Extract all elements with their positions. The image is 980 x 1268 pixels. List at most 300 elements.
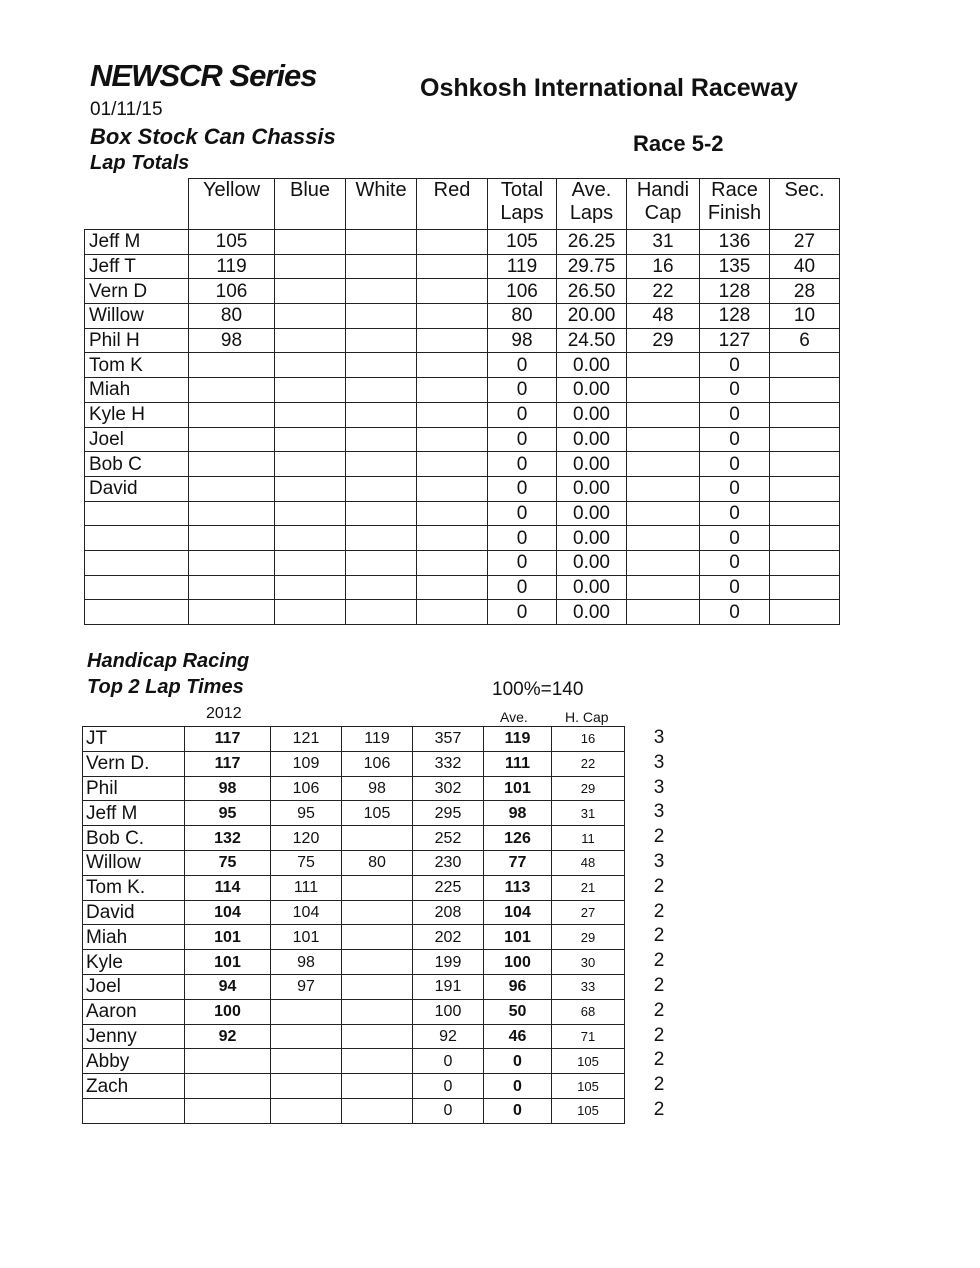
- cell-hcap: 30: [552, 950, 625, 975]
- cell-ave: 0.00: [557, 452, 627, 477]
- cell-blue: [275, 304, 346, 329]
- cell-red: [417, 353, 488, 378]
- driver-name: Kyle H: [85, 402, 189, 427]
- header-blank: [85, 179, 189, 230]
- handicap-count: 2: [653, 901, 665, 922]
- cell-sec: [770, 378, 840, 403]
- handicap-count: 2: [653, 975, 665, 996]
- cell-blue: [275, 575, 346, 600]
- driver-name: Jenny: [83, 1024, 185, 1049]
- cell-total: 0: [488, 427, 557, 452]
- driver-name: Vern D: [85, 279, 189, 304]
- handicap-row: [83, 751, 625, 776]
- cell-hcap: 29: [552, 776, 625, 801]
- cell-ave: 0.00: [557, 402, 627, 427]
- driver-name: Phil: [83, 776, 185, 801]
- cell-white: [346, 501, 417, 526]
- cell-t2: [342, 974, 413, 999]
- handicap-row: [83, 801, 625, 826]
- cell-finish: 0: [700, 452, 770, 477]
- handicap-row: [83, 925, 625, 950]
- cell-sec: [770, 600, 840, 625]
- cell-t1: 121: [271, 727, 342, 752]
- cell-blue: [275, 279, 346, 304]
- cell-ave: 126: [484, 826, 552, 851]
- race-date: 01/11/15: [90, 99, 163, 120]
- cell-t2: [342, 1049, 413, 1074]
- cell-blue: [275, 600, 346, 625]
- cell-t1: 95: [271, 801, 342, 826]
- cell-t2: [342, 875, 413, 900]
- handicap-count: 3: [653, 727, 665, 748]
- lap-totals-row: [85, 501, 840, 526]
- cell-y2012: [185, 1098, 271, 1123]
- cell-hcap: 68: [552, 999, 625, 1024]
- cell-t2: [342, 999, 413, 1024]
- lap-totals-row: [85, 279, 840, 304]
- driver-name: Kyle: [83, 950, 185, 975]
- cell-sec: [770, 353, 840, 378]
- cell-blue: [275, 427, 346, 452]
- cell-yellow: [189, 600, 275, 625]
- cell-hcap: 31: [552, 801, 625, 826]
- cell-white: [346, 304, 417, 329]
- cell-t2: 106: [342, 751, 413, 776]
- cell-ave: 0.00: [557, 526, 627, 551]
- driver-name: Joel: [83, 974, 185, 999]
- cell-sum: 0: [413, 1049, 484, 1074]
- cell-white: [346, 600, 417, 625]
- handicap-count: 2: [653, 1000, 665, 1021]
- handicap-row: [83, 727, 625, 752]
- lap-totals-row: [85, 304, 840, 329]
- cell-t2: 80: [342, 850, 413, 875]
- driver-name: [83, 1098, 185, 1123]
- cell-white: [346, 279, 417, 304]
- handicap-count: 2: [653, 1049, 665, 1070]
- cell-total: 0: [488, 402, 557, 427]
- cell-ave: 26.50: [557, 279, 627, 304]
- cell-y2012: 117: [185, 751, 271, 776]
- cell-sum: 252: [413, 826, 484, 851]
- cell-yellow: [189, 501, 275, 526]
- handicap-row: [83, 776, 625, 801]
- cell-total: 106: [488, 279, 557, 304]
- cell-red: [417, 402, 488, 427]
- header-red: Red: [417, 179, 488, 230]
- cell-ave: 0.00: [557, 550, 627, 575]
- cell-white: [346, 550, 417, 575]
- cell-total: 0: [488, 526, 557, 551]
- handicap-row: [83, 850, 625, 875]
- handicap-row: [83, 974, 625, 999]
- cell-y2012: 94: [185, 974, 271, 999]
- cell-ave: 98: [484, 801, 552, 826]
- cell-sec: 6: [770, 328, 840, 353]
- cell-total: 105: [488, 230, 557, 255]
- cell-blue: [275, 402, 346, 427]
- handicap-row: [83, 999, 625, 1024]
- cell-total: 80: [488, 304, 557, 329]
- cell-sec: [770, 575, 840, 600]
- driver-name: Bob C.: [83, 826, 185, 851]
- handicap-count: 3: [653, 777, 665, 798]
- cell-hcap: 71: [552, 1024, 625, 1049]
- cell-t1: 98: [271, 950, 342, 975]
- lap-totals-row: [85, 353, 840, 378]
- handicap-row: [83, 826, 625, 851]
- cell-ave: 0: [484, 1049, 552, 1074]
- cell-y2012: 101: [185, 925, 271, 950]
- cell-blue: [275, 230, 346, 255]
- cell-ave: 26.25: [557, 230, 627, 255]
- cell-ave: 0.00: [557, 575, 627, 600]
- lap-totals-row: [85, 600, 840, 625]
- cell-finish: 0: [700, 476, 770, 501]
- cell-finish: 0: [700, 600, 770, 625]
- cell-total: 0: [488, 353, 557, 378]
- lap-totals-row: [85, 550, 840, 575]
- cell-handicap: [627, 600, 700, 625]
- cell-sum: 225: [413, 875, 484, 900]
- cell-t1: [271, 1074, 342, 1099]
- cell-y2012: [185, 1049, 271, 1074]
- cell-y2012: 101: [185, 950, 271, 975]
- cell-ave: 111: [484, 751, 552, 776]
- handicap-count: 3: [653, 801, 665, 822]
- header-blue: Blue: [275, 179, 346, 230]
- cell-ave: 0: [484, 1098, 552, 1123]
- cell-sec: [770, 452, 840, 477]
- cell-sum: 295: [413, 801, 484, 826]
- lap-totals-table: [84, 178, 840, 625]
- cell-total: 0: [488, 452, 557, 477]
- cell-handicap: [627, 452, 700, 477]
- driver-name: Jeff M: [83, 801, 185, 826]
- cell-handicap: [627, 550, 700, 575]
- handicap-body: [83, 727, 625, 1124]
- cell-t2: [342, 1098, 413, 1123]
- header-race-finish: Race Finish: [700, 179, 770, 230]
- handicap-row: [83, 950, 625, 975]
- cell-finish: 0: [700, 550, 770, 575]
- driver-name: Bob C: [85, 452, 189, 477]
- cell-total: 98: [488, 328, 557, 353]
- cell-t1: 111: [271, 875, 342, 900]
- cell-y2012: 92: [185, 1024, 271, 1049]
- driver-name: Zach: [83, 1074, 185, 1099]
- cell-white: [346, 476, 417, 501]
- col-ave-label: Ave.: [500, 709, 528, 725]
- cell-ave: 96: [484, 974, 552, 999]
- cell-t1: [271, 1024, 342, 1049]
- cell-y2012: 132: [185, 826, 271, 851]
- lap-totals-row: [85, 254, 840, 279]
- cell-total: 0: [488, 501, 557, 526]
- lap-totals-row: [85, 328, 840, 353]
- cell-blue: [275, 550, 346, 575]
- cell-y2012: 114: [185, 875, 271, 900]
- lap-totals-header-row: [85, 179, 840, 230]
- race-number: Race 5-2: [633, 131, 724, 156]
- cell-finish: 127: [700, 328, 770, 353]
- lap-totals-row: [85, 378, 840, 403]
- cell-ave: 0.00: [557, 378, 627, 403]
- header-handicap: Handi Cap: [627, 179, 700, 230]
- cell-yellow: 105: [189, 230, 275, 255]
- cell-finish: 128: [700, 279, 770, 304]
- cell-red: [417, 427, 488, 452]
- cell-blue: [275, 501, 346, 526]
- cell-ave: 0.00: [557, 476, 627, 501]
- cell-handicap: [627, 353, 700, 378]
- cell-white: [346, 402, 417, 427]
- driver-name: Tom K.: [83, 875, 185, 900]
- cell-y2012: 75: [185, 850, 271, 875]
- handicap-row: [83, 1098, 625, 1123]
- cell-y2012: 95: [185, 801, 271, 826]
- lap-totals-body: [85, 230, 840, 625]
- handicap-count: 2: [653, 950, 665, 971]
- cell-ave: 0.00: [557, 353, 627, 378]
- driver-name: Miah: [83, 925, 185, 950]
- driver-name: JT: [83, 727, 185, 752]
- driver-name: Tom K: [85, 353, 189, 378]
- cell-finish: 0: [700, 378, 770, 403]
- lap-totals-row: [85, 230, 840, 255]
- handicap-count: 2: [653, 925, 665, 946]
- lap-totals-title: Lap Totals: [90, 152, 190, 174]
- handicap-count: 3: [653, 851, 665, 872]
- cell-ave: 113: [484, 875, 552, 900]
- cell-white: [346, 575, 417, 600]
- cell-t1: 75: [271, 850, 342, 875]
- cell-white: [346, 378, 417, 403]
- cell-y2012: 104: [185, 900, 271, 925]
- cell-ave: 0.00: [557, 600, 627, 625]
- cell-blue: [275, 254, 346, 279]
- cell-red: [417, 279, 488, 304]
- cell-t2: [342, 900, 413, 925]
- track-name: Oshkosh International Raceway: [420, 74, 798, 102]
- cell-finish: 128: [700, 304, 770, 329]
- cell-sum: 357: [413, 727, 484, 752]
- cell-handicap: [627, 526, 700, 551]
- cell-t2: [342, 925, 413, 950]
- cell-red: [417, 575, 488, 600]
- cell-finish: 136: [700, 230, 770, 255]
- cell-finish: 0: [700, 501, 770, 526]
- cell-t1: 101: [271, 925, 342, 950]
- cell-sum: 199: [413, 950, 484, 975]
- driver-name: David: [83, 900, 185, 925]
- cell-t1: 120: [271, 826, 342, 851]
- cell-t1: 106: [271, 776, 342, 801]
- cell-total: 0: [488, 600, 557, 625]
- cell-sec: [770, 550, 840, 575]
- cell-ave: 77: [484, 850, 552, 875]
- cell-red: [417, 452, 488, 477]
- cell-yellow: [189, 427, 275, 452]
- cell-white: [346, 353, 417, 378]
- lap-totals-row: [85, 452, 840, 477]
- cell-white: [346, 427, 417, 452]
- cell-t1: 109: [271, 751, 342, 776]
- cell-sum: 191: [413, 974, 484, 999]
- cell-sec: 40: [770, 254, 840, 279]
- cell-white: [346, 526, 417, 551]
- driver-name: Vern D.: [83, 751, 185, 776]
- driver-name: Miah: [85, 378, 189, 403]
- cell-hcap: 11: [552, 826, 625, 851]
- cell-hcap: 16: [552, 727, 625, 752]
- cell-sum: 92: [413, 1024, 484, 1049]
- cell-t2: [342, 1024, 413, 1049]
- lap-totals-row: [85, 476, 840, 501]
- cell-ave: 0.00: [557, 427, 627, 452]
- driver-name: Willow: [83, 850, 185, 875]
- cell-blue: [275, 452, 346, 477]
- cell-blue: [275, 353, 346, 378]
- cell-red: [417, 526, 488, 551]
- cell-total: 119: [488, 254, 557, 279]
- cell-yellow: 80: [189, 304, 275, 329]
- cell-blue: [275, 476, 346, 501]
- header-white: White: [346, 179, 417, 230]
- cell-white: [346, 328, 417, 353]
- handicap-count: 2: [653, 1025, 665, 1046]
- cell-finish: 0: [700, 402, 770, 427]
- driver-name: Willow: [85, 304, 189, 329]
- cell-sum: 0: [413, 1098, 484, 1123]
- cell-ave: 29.75: [557, 254, 627, 279]
- cell-sum: 202: [413, 925, 484, 950]
- driver-name: [85, 526, 189, 551]
- cell-ave: 20.00: [557, 304, 627, 329]
- cell-yellow: [189, 575, 275, 600]
- cell-t2: 119: [342, 727, 413, 752]
- driver-name: Joel: [85, 427, 189, 452]
- cell-t2: [342, 826, 413, 851]
- cell-hcap: 105: [552, 1098, 625, 1123]
- cell-t1: [271, 1049, 342, 1074]
- cell-ave: 0: [484, 1074, 552, 1099]
- cell-yellow: [189, 353, 275, 378]
- cell-y2012: 98: [185, 776, 271, 801]
- driver-name: [85, 550, 189, 575]
- cell-ave: 101: [484, 925, 552, 950]
- cell-white: [346, 452, 417, 477]
- cell-t1: 104: [271, 900, 342, 925]
- cell-sec: [770, 501, 840, 526]
- handicap-row: [83, 875, 625, 900]
- cell-hcap: 22: [552, 751, 625, 776]
- handicap-row: [83, 1074, 625, 1099]
- handicap-subtitle: Top 2 Lap Times: [87, 676, 244, 698]
- cell-ave: 100: [484, 950, 552, 975]
- cell-finish: 0: [700, 427, 770, 452]
- cell-sum: 230: [413, 850, 484, 875]
- cell-total: 0: [488, 575, 557, 600]
- cell-sec: [770, 427, 840, 452]
- cell-finish: 0: [700, 575, 770, 600]
- cell-red: [417, 328, 488, 353]
- cell-white: [346, 254, 417, 279]
- cell-ave: 101: [484, 776, 552, 801]
- driver-name: [85, 575, 189, 600]
- cell-total: 0: [488, 550, 557, 575]
- col-2012-label: 2012: [206, 705, 242, 722]
- col-hcap-label: H. Cap: [565, 709, 609, 725]
- cell-t1: [271, 1098, 342, 1123]
- lap-totals-row: [85, 575, 840, 600]
- handicap-title: Handicap Racing: [87, 650, 250, 672]
- cell-sec: [770, 476, 840, 501]
- cell-handicap: 31: [627, 230, 700, 255]
- cell-handicap: 22: [627, 279, 700, 304]
- cell-handicap: 29: [627, 328, 700, 353]
- cell-red: [417, 600, 488, 625]
- cell-sum: 100: [413, 999, 484, 1024]
- header-ave-laps: Ave. Laps: [557, 179, 627, 230]
- cell-ave: 46: [484, 1024, 552, 1049]
- handicap-row: [83, 1049, 625, 1074]
- cell-t1: 97: [271, 974, 342, 999]
- cell-sec: [770, 526, 840, 551]
- driver-name: Phil H: [85, 328, 189, 353]
- cell-yellow: [189, 476, 275, 501]
- cell-finish: 0: [700, 526, 770, 551]
- cell-sum: 302: [413, 776, 484, 801]
- cell-handicap: [627, 476, 700, 501]
- cell-ave: 24.50: [557, 328, 627, 353]
- cell-ave: 104: [484, 900, 552, 925]
- header-sec: Sec.: [770, 179, 840, 230]
- cell-red: [417, 501, 488, 526]
- cell-handicap: [627, 501, 700, 526]
- driver-name: Abby: [83, 1049, 185, 1074]
- cell-blue: [275, 328, 346, 353]
- cell-sec: 28: [770, 279, 840, 304]
- class-name: Box Stock Can Chassis: [90, 124, 336, 149]
- cell-t2: [342, 1074, 413, 1099]
- cell-y2012: 100: [185, 999, 271, 1024]
- driver-name: Aaron: [83, 999, 185, 1024]
- cell-blue: [275, 526, 346, 551]
- cell-y2012: 117: [185, 727, 271, 752]
- handicap-count: 2: [653, 876, 665, 897]
- cell-t2: [342, 950, 413, 975]
- cell-yellow: 119: [189, 254, 275, 279]
- driver-name: [85, 501, 189, 526]
- cell-handicap: 16: [627, 254, 700, 279]
- series-title: NEWSCR Series: [90, 58, 317, 93]
- cell-finish: 0: [700, 353, 770, 378]
- cell-t2: 105: [342, 801, 413, 826]
- cell-white: [346, 230, 417, 255]
- cell-hcap: 105: [552, 1049, 625, 1074]
- handicap-table: [82, 726, 625, 1124]
- cell-finish: 135: [700, 254, 770, 279]
- cell-blue: [275, 378, 346, 403]
- lap-totals-row: [85, 427, 840, 452]
- cell-t1: [271, 999, 342, 1024]
- cell-total: 0: [488, 476, 557, 501]
- cell-hcap: 29: [552, 925, 625, 950]
- cell-yellow: [189, 402, 275, 427]
- handicap-row: [83, 1024, 625, 1049]
- cell-yellow: [189, 378, 275, 403]
